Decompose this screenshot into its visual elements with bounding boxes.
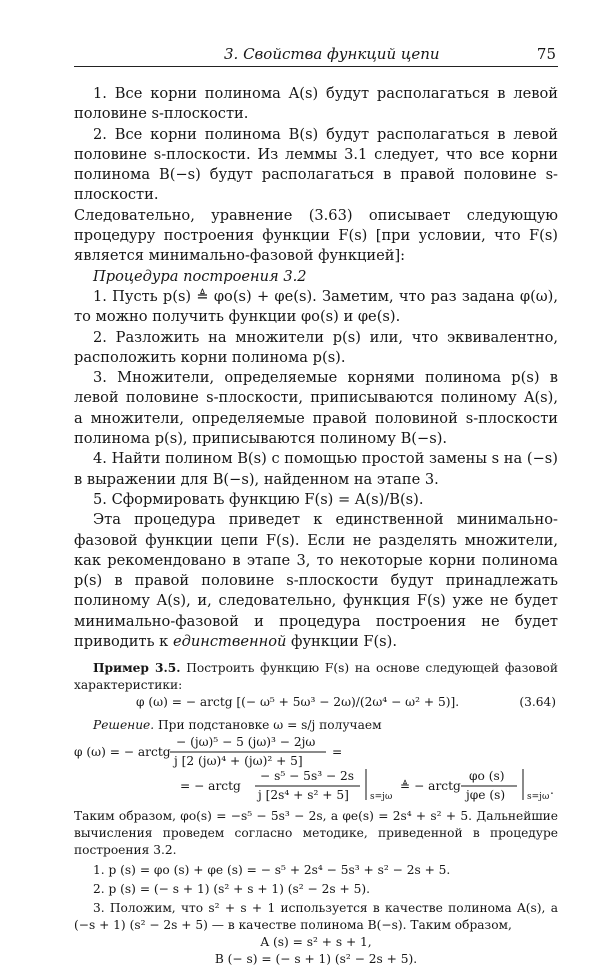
procedure-step-5: 5. Сформировать функцию F(s) = A(s)/B(s). [93, 490, 424, 508]
list-item-2: 2. Все корни полинома B(s) будут располагаться в левой половине s-плоскости. Из леммы 3.1 следует, что все корни полинома B(−s) будут располагаться в правой половине s-плоскости. [74, 125, 558, 204]
example-text: Построить функцию F(s) на основе следующей фазовой характеристики: [74, 661, 559, 693]
fraction-3-denominator: jφe (s) [466, 788, 506, 803]
phase-formula: φ (ω) = − arctg [(− ω⁵ + 5ω³ − 2ω)/(2ω⁴ − ω² + 5)]. [136, 695, 460, 710]
derivation-block [74, 734, 558, 804]
section-title: 3. Свойства функций цепи [224, 45, 440, 63]
calc-step-3: 3. Положим, что s² + s + 1 используется в качестве полинома A(s), а (−s + 1) (s² − 2s + 5) — в качестве полинома B(−s). Таким образом, [74, 901, 558, 933]
fraction-2-denominator: j [2s⁴ + s² + 5] [258, 788, 349, 803]
b-equation: B (− s) = (− s + 1) (s² − 2s + 5). [214, 952, 418, 967]
paragraph-consequently: Следовательно, уравнение (3.63) описывает следующую процедуру построения функции F(s) [при условии, что F(s) является минимально-фазовой функцией]: [74, 206, 558, 265]
defeq-arctg: ≜ − arctg [400, 779, 461, 794]
solution-line [74, 717, 558, 734]
calc-step-2: 2. p (s) = (− s + 1) (s² + s + 1) (s² − 2s + 5). [93, 882, 370, 897]
list-item-1: 1. Все корни полинома A(s) будут располагаться в левой половине s-плоскости. [74, 85, 558, 123]
running-header [74, 44, 558, 67]
conclusion-tail: функции F(s). [286, 633, 398, 651]
line2-prefix: = − arctg [180, 779, 241, 794]
conclusion-italic: единственной [172, 633, 287, 651]
a-equation: A (s) = s² + s + 1, [260, 935, 372, 950]
derivation-end: . [550, 783, 554, 798]
derivation-lhs: φ (ω) = − arctg [74, 745, 171, 760]
equals-1: = [332, 745, 343, 760]
fraction-3-numerator: φo (s) [469, 769, 505, 784]
substitution-2: s=jω [527, 792, 550, 803]
example-statement [74, 660, 558, 694]
procedure-step-4: 4. Найти полином B(s) с помощью простой замены s на (−s) в выражении для B(−s), найденном на этапе 3. [74, 450, 558, 488]
fraction-1-numerator: − (jω)⁵ − 5 (jω)³ − 2jω [176, 735, 316, 750]
page-body [74, 84, 558, 968]
paragraph-thus: Таким образом, φo(s) = −s⁵ − 5s³ − 2s, а φe(s) = 2s⁴ + s² + 5. Дальнейшие вычисления проведем согласно методике, приведенной в процедуре построения 3.2. [74, 809, 558, 858]
conclusion-main: Эта процедура приведет к единственной минимально-фазовой функции цепи F(s). Если не разделять множители, как рекомендовано в этапе 3, то некоторые корни полинома p(s) в правой половине s-плоскости будут принадлежать полиному A(s), и, следовательно, функция F(s) уже не будет минимально-фазовой и процедура построения не будет приводить к [74, 511, 558, 651]
fraction-2-numerator: − s⁵ − 5s³ − 2s [260, 769, 355, 784]
page-number: 75 [536, 45, 556, 63]
procedure-title: Процедура построения 3.2 [93, 267, 307, 285]
equation-3-64 [74, 694, 558, 711]
paragraph-conclusion [74, 510, 558, 652]
equation-number: (3.64) [519, 695, 556, 710]
solution-label: Решение. [93, 718, 155, 733]
example-title: Пример 3.5. [93, 661, 181, 676]
procedure-step-1: 1. Пусть p(s) ≜ φo(s) + φe(s). Заметим, что раз задана φ(ω), то можно получить функции φo(s) и φe(s). [74, 287, 558, 326]
procedure-step-2: 2. Разложить на множители p(s) или, что эквивалентно, расположить корни полинома p(s). [74, 328, 558, 366]
fraction-1-denominator: j [2 (jω)⁴ + (jω)² + 5] [174, 754, 303, 769]
procedure-step-3: 3. Множители, определяемые корнями полинома p(s) в левой половине s-плоскости, приписываются полиному A(s), а множители, определяемые правой половиной s-плоскости полинома p(s), приписываются полиному B(−s). [74, 369, 558, 448]
substitution-1: s=jω [370, 792, 393, 803]
calc-step-1: 1. p (s) = φo (s) + φe (s) = − s⁵ + 2s⁴ − 5s³ + s² − 2s + 5. [93, 863, 451, 878]
solution-text: При подстановке ω = s/j получаем [154, 718, 382, 733]
